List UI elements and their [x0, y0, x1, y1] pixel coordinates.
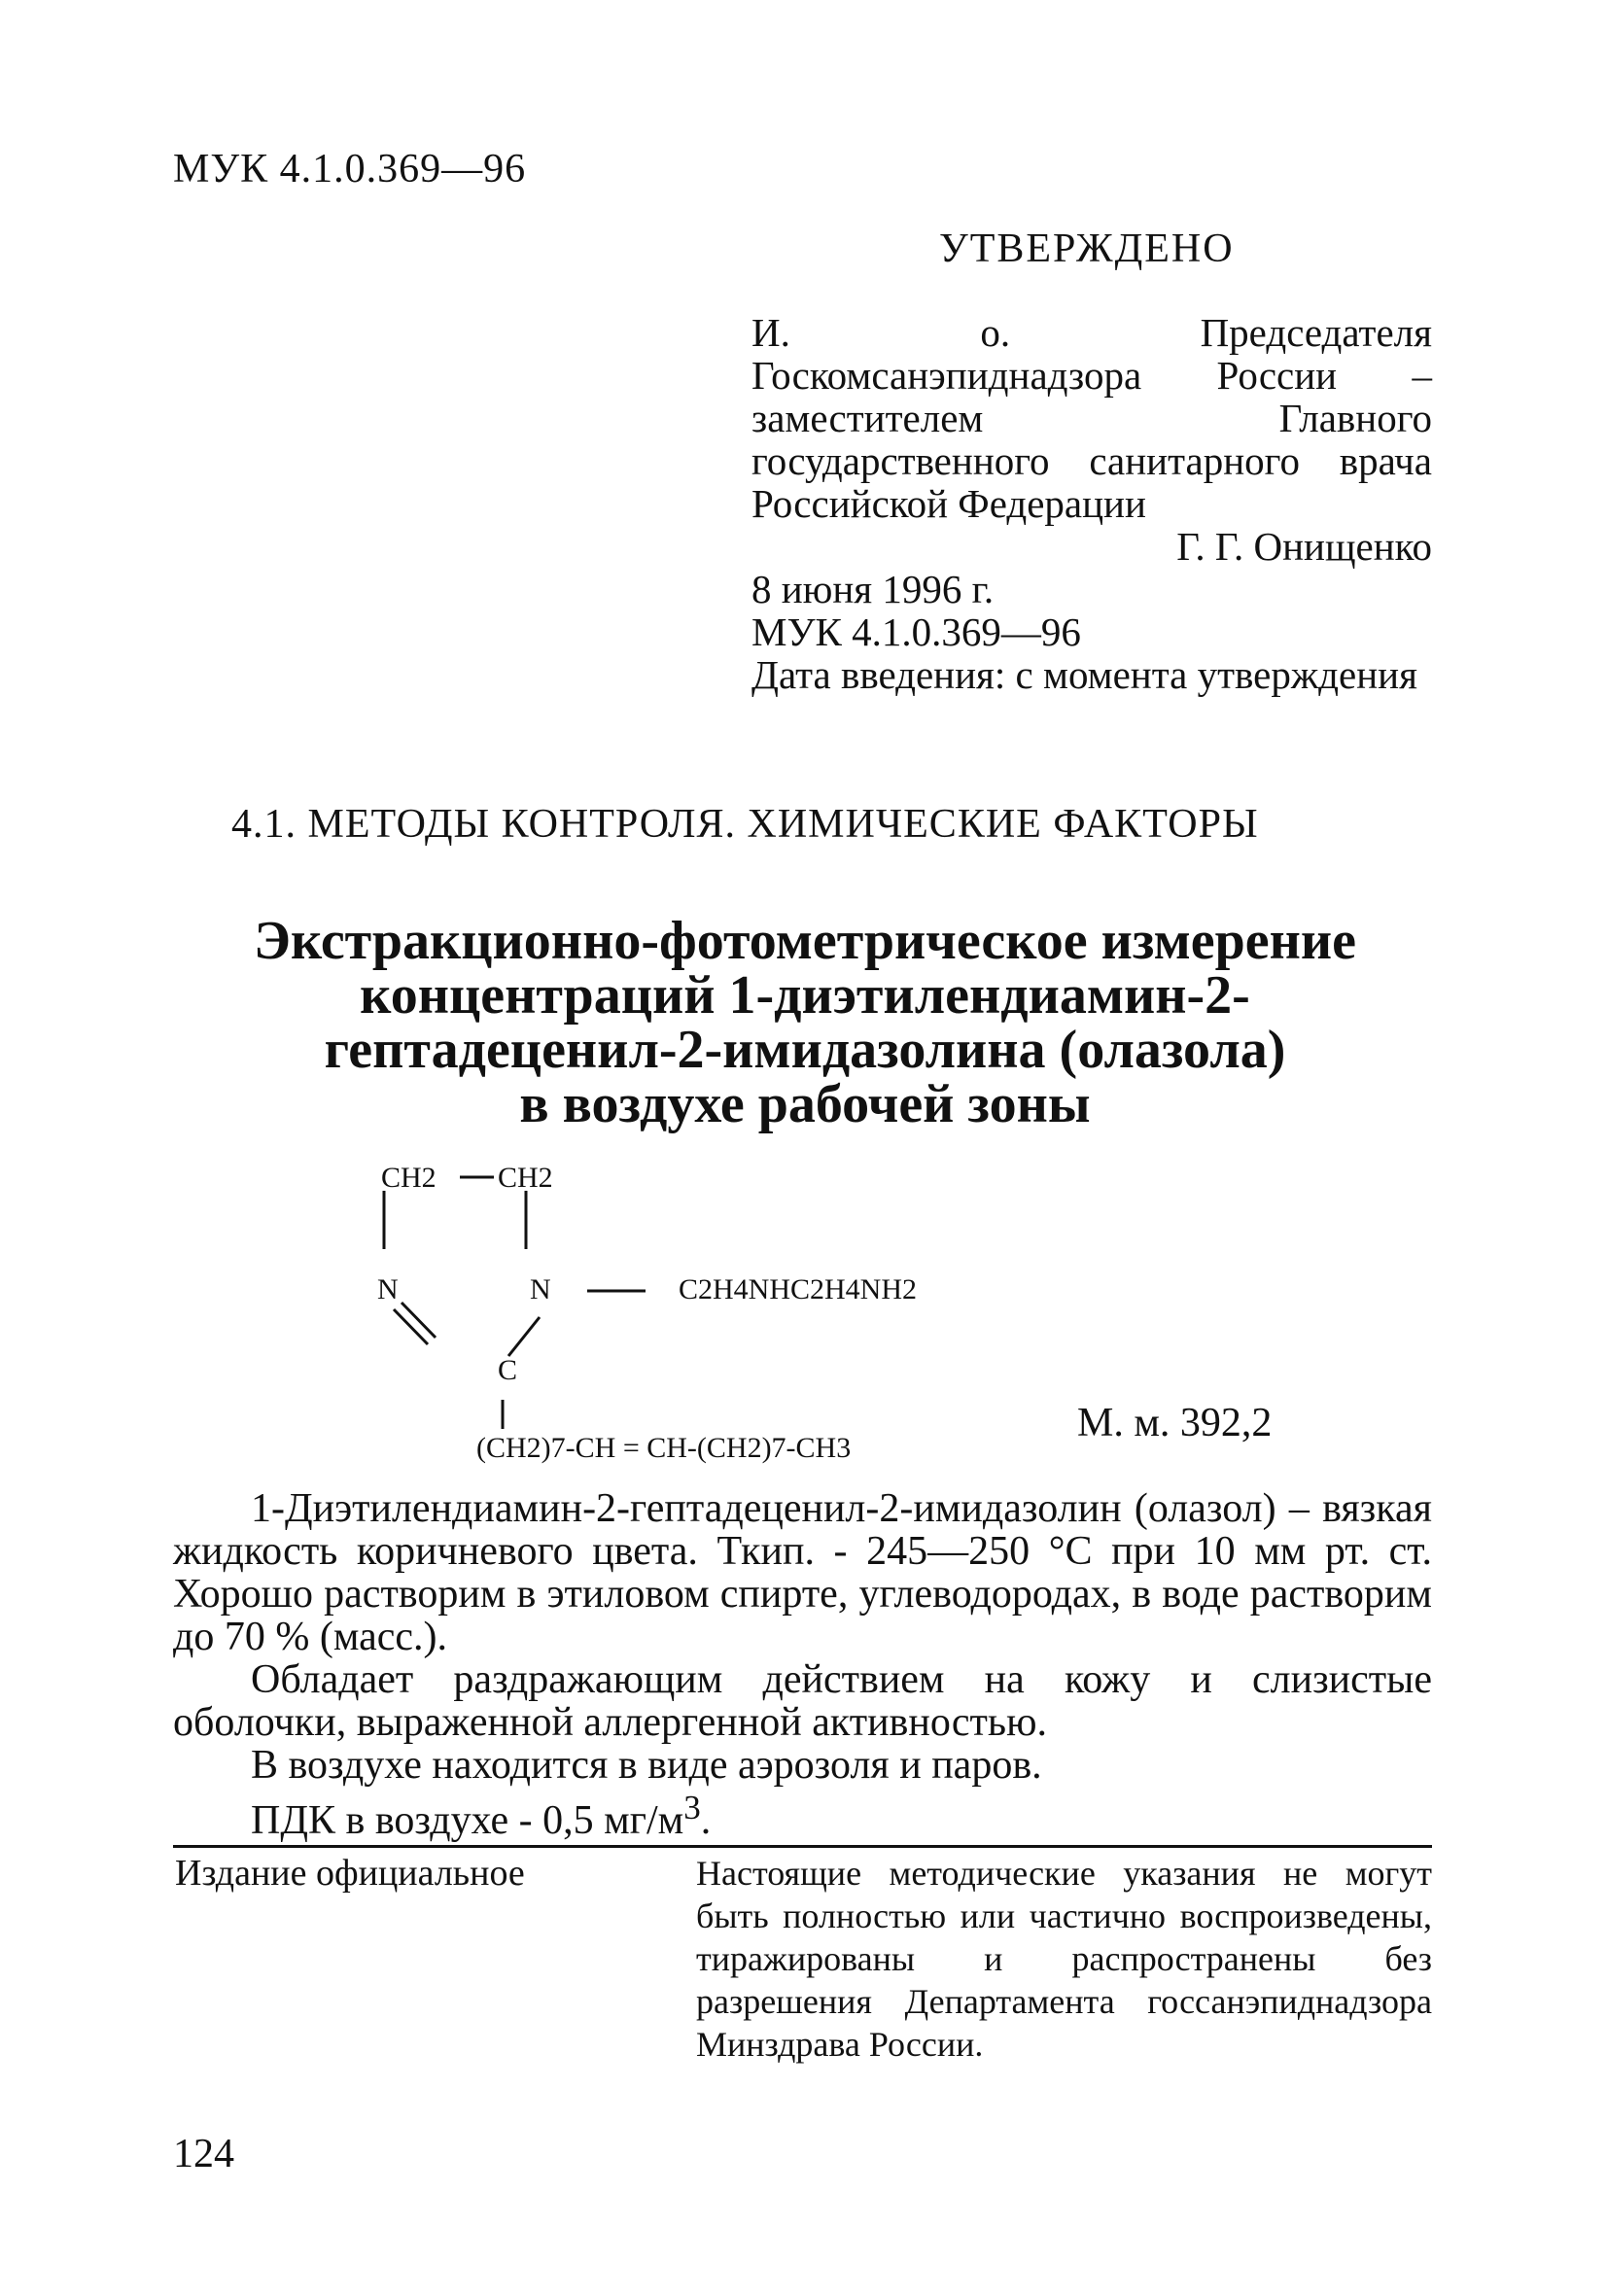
copyright-notice-text: Настоящие методические указания не могут быть полностью или частично воспроизведены, тиражированы и распространены без разрешения Департамента госсанэпиднадзора Минздрава России. — [696, 1854, 1432, 2064]
section-heading: 4.1. МЕТОДЫ КОНТРОЛЯ. ХИМИЧЕСКИЕ ФАКТОРЫ — [231, 802, 1259, 847]
copyright-notice — [696, 1852, 1432, 2066]
formula-n-left: N — [377, 1273, 399, 1305]
footer-divider — [173, 1845, 1432, 1848]
approval-position: И. о. Председателя Госкомсанэпиднадзора России – заместителем Главного государственного санитарного врача Российской Федерации — [751, 310, 1432, 526]
formula-chain: (CH2)7-CH = CH-(CH2)7-CH3 — [476, 1432, 852, 1464]
molecular-mass: М. м. 392,2 — [1077, 1401, 1273, 1445]
approval-effective-date: Дата введения: с момента утверждения — [751, 652, 1417, 697]
approval-signer: Г. Г. Онищенко — [1176, 524, 1432, 569]
approved-label: УТВЕРЖДЕНО — [939, 226, 1235, 271]
approval-block — [751, 311, 1432, 696]
title-line: Экстракционно-фотометрическое измерение — [253, 911, 1357, 971]
mac-period: . — [700, 1798, 712, 1843]
approval-date: 8 июня 1996 г. — [751, 567, 995, 611]
document-title — [173, 911, 1437, 1134]
mac-paragraph — [173, 1787, 1432, 1842]
approval-code: МУК 4.1.0.369—96 — [751, 609, 1081, 654]
formula-bonds — [369, 1152, 1050, 1473]
title-line: в воздухе рабочей зоны — [519, 1074, 1091, 1134]
formula-carbon: C — [498, 1354, 518, 1386]
air-form-paragraph: В воздухе находится в виде аэрозоля и паров. — [251, 1743, 1042, 1788]
formula-ch2-left: CH2 — [381, 1162, 437, 1194]
document-code: МУК 4.1.0.369—96 — [173, 147, 527, 191]
title-line: концентраций 1-диэтилендиамин-2- — [360, 965, 1250, 1026]
effect-paragraph: Обладает раздражающим действием на кожу и слизистые оболочки, выраженной аллергенной активностью. — [173, 1657, 1432, 1745]
page-number: 124 — [173, 2132, 234, 2176]
mac-text: ПДК в воздухе - 0,5 мг/м — [251, 1798, 684, 1843]
formula-substituent: C2H4NHC2H4NH2 — [679, 1273, 918, 1305]
formula-ch2-right: CH2 — [498, 1162, 553, 1194]
structural-formula — [369, 1152, 1050, 1473]
title-line: гептадеценил-2-имидазолина (олазола) — [324, 1020, 1286, 1080]
formula-n-right: N — [530, 1273, 551, 1305]
edition-label: Издание официальное — [175, 1853, 525, 1894]
body-text — [173, 1487, 1432, 1842]
mac-unit-exponent: 3 — [683, 1789, 701, 1826]
description-paragraph: 1-Диэтилендиамин-2-гептадеценил-2-имидазолин (олазол) – вязкая жидкость коричневого цвета. Ткип. - 245—250 °С при 10 мм рт. ст. Хорошо растворим в этиловом спирте, углеводородах, в воде растворим до 70 % (масс.). — [173, 1486, 1432, 1659]
